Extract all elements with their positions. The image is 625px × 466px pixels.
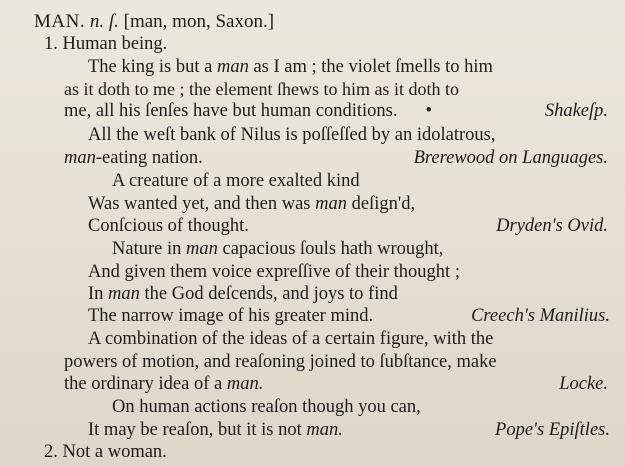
quote-line: The king is but a man as I am ; the violet ſmells to him: [88, 57, 493, 77]
verse-line-with-source: The narrow image of his greater mind. Creech's Manilius.: [88, 306, 610, 326]
quote-line: as it doth to me ; the element ſhews to him as it doth to: [64, 79, 459, 99]
verse-line: And given them voice expreſſive of their thought ;: [88, 262, 460, 282]
verse-line: A creature of a more exalted kind: [112, 171, 360, 191]
part-of-speech: n. ſ.: [89, 11, 119, 32]
quote-line-with-source: me, all his ſenſes have but human conditions. • Shakeſp.: [64, 101, 608, 121]
headword-usage: man: [108, 284, 140, 304]
sense-definition: Not a woman.: [62, 442, 167, 462]
headword-usage: man: [315, 194, 347, 214]
quote-line: All the weſt bank of Nilus is poſſeſſed by an idolatrous,: [88, 125, 496, 145]
headword-usage: man: [185, 239, 218, 259]
verse-line-with-source: Conſcious of thought. Dryden's Ovid.: [88, 216, 608, 236]
entry-header: [34, 11, 274, 33]
verse-line-with-source: It may be reaſon, but it is not man. Pope's Epiſtles.: [88, 420, 610, 440]
headword-usage: man: [216, 57, 249, 77]
sense-1-heading: [44, 33, 167, 55]
verse-line: In man the God deſcends, and joys to find: [88, 284, 398, 304]
quote-source: Pope's Epiſtles.: [495, 420, 610, 440]
verse-line: On human actions reaſon though you can,: [112, 397, 421, 417]
verse-line: Was wanted yet, and then was man deſign'd,: [88, 194, 416, 214]
headword: MAN.: [34, 11, 86, 32]
sense-2-heading: [44, 441, 167, 463]
sense-definition: Human being.: [62, 34, 168, 54]
quote-source: Dryden's Ovid.: [496, 216, 608, 236]
bullet-mark: •: [425, 101, 432, 121]
quote-source: Brerewood on Languages.: [413, 148, 608, 168]
sense-number: 1.: [44, 34, 58, 54]
quote-line: powers of motion, and reaſoning joined to ſubſtance, make: [64, 352, 497, 372]
quote-line-with-source: man-eating nation. Brerewood on Languages.: [64, 148, 608, 168]
etymology: [man, mon, Saxon.]: [123, 11, 275, 32]
quote-source: Shakeſp.: [544, 101, 608, 121]
quote-line: A combination of the ideas of a certain figure, with the: [88, 329, 494, 349]
sense-number: 2.: [44, 442, 58, 462]
headword-usage: man.: [226, 374, 264, 394]
verse-line: Nature in man capacious ſouls hath wrought,: [112, 239, 444, 259]
headword-usage: man.: [306, 420, 343, 440]
quote-line-with-source: the ordinary idea of a man. Locke.: [64, 374, 608, 394]
headword-usage: man: [64, 148, 96, 168]
quote-source: Creech's Manilius.: [471, 306, 610, 326]
quote-source: Locke.: [559, 374, 608, 394]
